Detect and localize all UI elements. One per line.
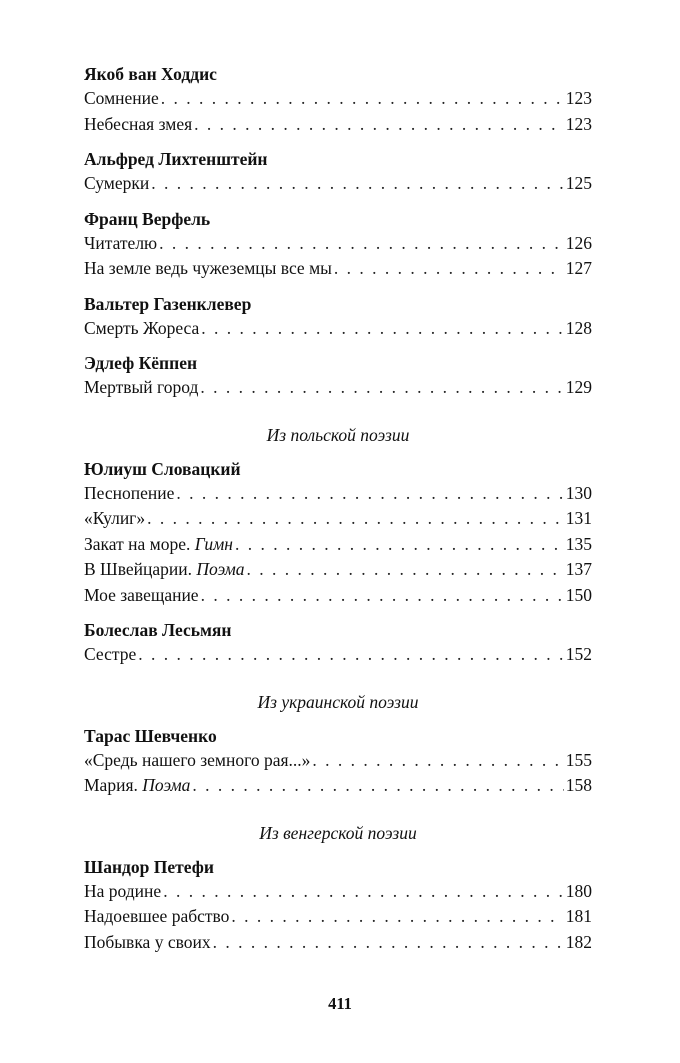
entry-title [84, 86, 159, 112]
entry-title-text: Мое завещание [84, 584, 199, 605]
toc-entry [84, 904, 592, 930]
entry-title [84, 557, 244, 583]
toc-entry [84, 773, 592, 799]
entry-title-text: Побывка у своих [84, 931, 211, 952]
toc-entry [84, 583, 592, 609]
entry-subtitle: Поэма [142, 775, 191, 795]
author-heading: Эдлеф Кёппен [84, 353, 198, 373]
dot-leader [192, 773, 563, 799]
entry-title-text: На земле ведь чужеземцы все мы [84, 258, 332, 278]
entry-title-text: Небесная змея [84, 113, 193, 134]
entry-title-text: Смерть Жореса [84, 317, 200, 338]
dot-leader [334, 256, 564, 282]
author-heading: Юлиуш Словацкий [84, 458, 241, 479]
dot-leader [161, 86, 564, 112]
toc-entry [84, 316, 592, 342]
entry-page-number: 127 [565, 258, 592, 278]
author-heading: Франц Верфель [84, 208, 211, 229]
author-heading: Тарас Шевченко [84, 725, 217, 746]
author-heading: Болеслав Лесьмян [84, 620, 232, 640]
dot-leader [246, 557, 563, 583]
entry-title-text: На родине [84, 880, 162, 901]
entry-title-text: Сумерки [84, 173, 150, 193]
dot-leader [235, 532, 564, 558]
entry-title [84, 583, 199, 609]
toc-entry [84, 112, 592, 138]
entry-page-number: 123 [565, 88, 592, 108]
dot-leader [201, 316, 563, 342]
toc-entry [84, 930, 592, 956]
entry-title-text: Надоевшее рабство [84, 906, 230, 926]
entry-title [84, 773, 190, 799]
entry-page-number: 131 [565, 508, 592, 528]
toc-entry [84, 256, 592, 282]
entry-page-number: 182 [565, 931, 592, 952]
entry-title [84, 532, 233, 558]
toc-entry [84, 879, 592, 905]
entry-title [84, 506, 145, 532]
entry-title-text: Закат на море. [84, 533, 195, 554]
entry-title [84, 879, 161, 905]
entry-title [84, 231, 157, 257]
page-number: 411 [328, 994, 352, 1013]
entry-title [84, 316, 199, 342]
entry-title-text: В Швейцарии. [84, 559, 197, 579]
section-heading: Из украинской поэзии [257, 691, 419, 712]
entry-title [84, 112, 192, 138]
author-heading: Якоб ван Ходдис [84, 64, 217, 84]
section-heading: Из венгерской поэзии [259, 822, 417, 843]
entry-page-number: 150 [565, 584, 592, 605]
dot-leader [231, 904, 563, 930]
entry-page-number: 128 [565, 317, 592, 338]
entry-title-text: Читателю [84, 232, 158, 253]
entry-page-number: 158 [565, 775, 592, 795]
entry-title-text: Мертвый город [84, 377, 199, 397]
entry-title [84, 481, 174, 507]
toc-entry [84, 506, 592, 532]
toc-entry [84, 86, 592, 112]
dot-leader [201, 583, 564, 609]
entry-title-text: Сомнение [84, 88, 159, 108]
dot-leader [312, 748, 563, 774]
entry-title [84, 904, 229, 930]
entry-title-text: Сестре [84, 644, 137, 664]
dot-leader [159, 231, 564, 257]
entry-title [84, 375, 198, 401]
entry-page-number: 155 [565, 749, 592, 770]
toc-entry [84, 557, 592, 583]
entry-page-number: 126 [565, 232, 592, 253]
entry-page-number: 125 [565, 173, 592, 193]
author-heading: Шандор Петефи [84, 856, 214, 877]
entry-page-number: 137 [565, 559, 592, 579]
author-heading: Вальтер Газенклевер [84, 293, 252, 314]
author-heading: Альфред Лихтенштейн [84, 149, 268, 169]
dot-leader [163, 879, 564, 905]
toc-entry [84, 532, 592, 558]
toc-entry [84, 171, 592, 197]
entry-title [84, 171, 149, 197]
entry-title-text: «Кулиг» [84, 508, 146, 528]
entry-page-number: 130 [565, 482, 592, 503]
dot-leader [194, 112, 564, 138]
entry-page-number: 152 [565, 644, 592, 664]
dot-leader [213, 930, 564, 956]
entry-title [84, 256, 332, 282]
toc-entry [84, 642, 592, 668]
entry-title-text: «Средь нашего земного рая...» [84, 749, 311, 770]
entry-title-text: Песнопение [84, 482, 175, 503]
toc-entry [84, 748, 592, 774]
entry-subtitle: Поэма [196, 559, 245, 579]
toc-entry [84, 231, 592, 257]
dot-leader [147, 506, 564, 532]
toc-entry [84, 375, 592, 401]
dot-leader [138, 642, 564, 668]
dot-leader [200, 375, 563, 401]
entry-page-number: 129 [565, 377, 592, 397]
entry-page-number: 135 [565, 533, 592, 554]
entry-subtitle: Гимн [194, 533, 233, 554]
entry-title [84, 642, 136, 668]
entry-title [84, 930, 211, 956]
entry-page-number: 181 [565, 906, 592, 926]
entry-page-number: 180 [565, 880, 592, 901]
entry-title [84, 748, 310, 774]
table-of-contents [84, 62, 592, 955]
toc-entry [84, 481, 592, 507]
section-heading: Из польской поэзии [266, 424, 410, 445]
entry-title-text: Мария. [84, 775, 143, 795]
entry-page-number: 123 [565, 113, 592, 134]
dot-leader [151, 171, 564, 197]
dot-leader [176, 481, 563, 507]
